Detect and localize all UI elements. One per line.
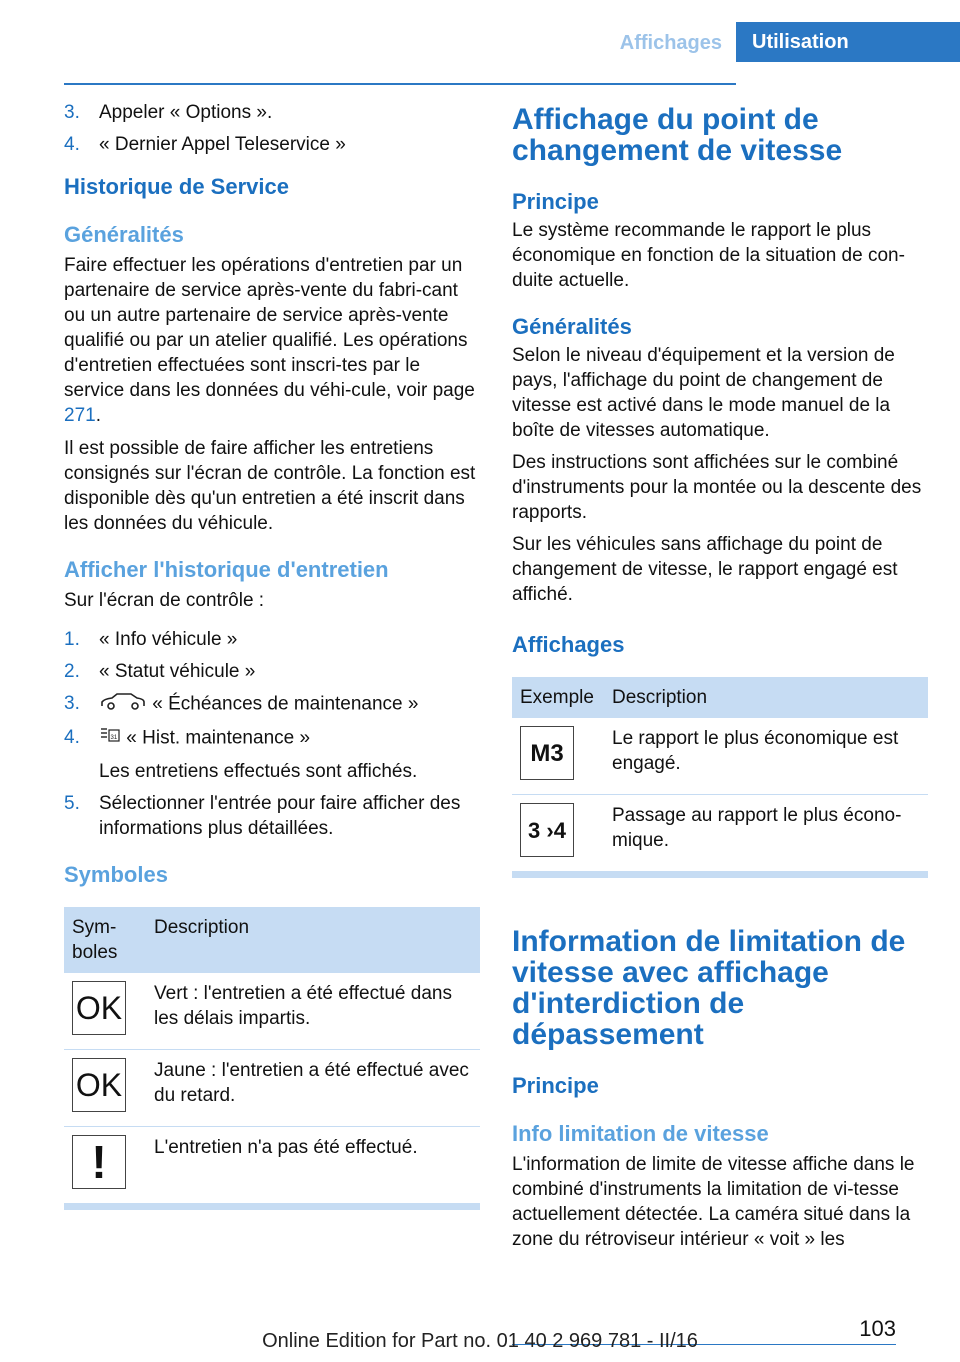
exclamation-symbol: ! xyxy=(72,1135,126,1189)
left-column xyxy=(64,100,480,1210)
page-link[interactable]: 271 xyxy=(64,405,96,426)
list-item: 5. Sélectionner l'entrée pour faire afficher des informations plus détaillées. xyxy=(64,793,461,839)
page-number: 103 xyxy=(859,1316,896,1341)
table-row: M3 Le rapport le plus économique est engagé. xyxy=(512,718,928,795)
show-intro: Sur l'écran de contrôle : xyxy=(64,590,265,611)
principle-heading: Principe xyxy=(512,189,599,214)
list-item: 2. « Statut véhicule » xyxy=(64,661,256,682)
ok-symbol: OK xyxy=(72,1058,126,1112)
history-heading: Historique de Service xyxy=(64,174,289,199)
edition-note: Online Edition for Part no. 01 40 2 969 781 - II/16 xyxy=(262,1330,698,1352)
table-row: OK Vert : l'entretien a été effectué dans les délais impartis. xyxy=(64,973,480,1050)
list-item: 4. 31 « Hist. maintenance » Les entretiens effectués sont affichés. xyxy=(64,727,418,782)
list-item: 4. « Dernier Appel Teleservice » xyxy=(64,134,346,155)
table-end-rule xyxy=(512,872,928,878)
speed-info-heading: Info limitation de vitesse xyxy=(512,1121,769,1146)
svg-text:31: 31 xyxy=(110,735,118,741)
header-rule xyxy=(64,83,736,85)
table-row: OK Jaune : l'entretien a été effectué avec du retard. xyxy=(64,1050,480,1127)
chapter-tab: Utilisation xyxy=(736,22,960,62)
general-text-1: Selon le niveau d'équipement et la version de pays, l'affichage du point de changement de vitesse est activé dans le mode manuel de la boîte de vitesses automatique. xyxy=(512,345,895,441)
list-item: 1. « Info véhicule » xyxy=(64,629,238,650)
symbols-table xyxy=(64,907,480,1204)
list-item: 3. « Échéances de maintenance » xyxy=(64,691,480,718)
table-row: ! L'entretien n'a pas été effectué. xyxy=(64,1127,480,1204)
table-row: 3 ›4 Passage au rapport le plus écono-mique. xyxy=(512,795,928,872)
speed-limit-heading: Information de limitation de vitesse avec affichage d'interdiction de dépassement xyxy=(512,925,906,1051)
general-heading: Généralités xyxy=(64,222,184,247)
section-label: Affichages xyxy=(619,32,722,54)
gear-m3-symbol: M3 xyxy=(520,726,574,780)
displays-heading: Affichages xyxy=(512,632,625,657)
calendar-list-icon xyxy=(99,725,121,752)
symbols-heading: Symboles xyxy=(64,862,168,887)
general-text-2: Des instructions sont affichées sur le combiné d'instruments pour la montée ou la descente des rapports. xyxy=(512,452,922,523)
page-header xyxy=(0,22,960,62)
general-paragraph: Faire effectuer les opérations d'entretien par un partenaire de service après-vente du fabri-cant ou un autre partenaire de service après-vente qualifié ou par un atelier qualifié. Les opérations d'entretien effectuées sont inscri-tes par le service dans les données du véhi-cule, voir page 271. xyxy=(64,255,475,426)
top-steps-list xyxy=(64,100,480,157)
list-item: 3. Appeler « Options ». xyxy=(64,102,273,123)
right-column xyxy=(512,100,928,1252)
general-paragraph-2: Il est possible de faire afficher les entretiens consignés sur l'écran de contrôle. La fonction est disponible dès qu'un entretien a été inscrit dans les données du véhicule. xyxy=(64,438,476,534)
general-text-3: Sur les véhicules sans affichage du point de changement de vitesse, le rapport engagé est affiché. xyxy=(512,534,898,605)
principle-text: Le système recommande le rapport le plus économique en fonction de la situation de con-duite actuelle. xyxy=(512,220,905,291)
table-end-rule xyxy=(64,1204,480,1210)
ok-symbol: OK xyxy=(72,981,126,1035)
general-heading-right: Généralités xyxy=(512,314,632,339)
speed-info-text: L'information de limite de vitesse affiche dans le combiné d'instruments la limitation de vi-tesse actuellement détectée. La caméra situé dans la zone du rétroviseur intérieur « voit » les xyxy=(512,1154,915,1250)
table-header: Sym-boles Description xyxy=(64,907,480,973)
displays-table xyxy=(512,677,928,872)
shift-up-symbol: 3 ›4 xyxy=(520,803,574,857)
speed-principle-heading: Principe xyxy=(512,1073,599,1098)
shift-heading: Affichage du point de changement de vitesse xyxy=(512,103,843,167)
show-history-heading: Afficher l'historique d'entretien xyxy=(64,557,389,582)
table-header: Exemple Description xyxy=(512,677,928,718)
steps-list xyxy=(64,627,480,841)
car-icon xyxy=(99,691,147,718)
